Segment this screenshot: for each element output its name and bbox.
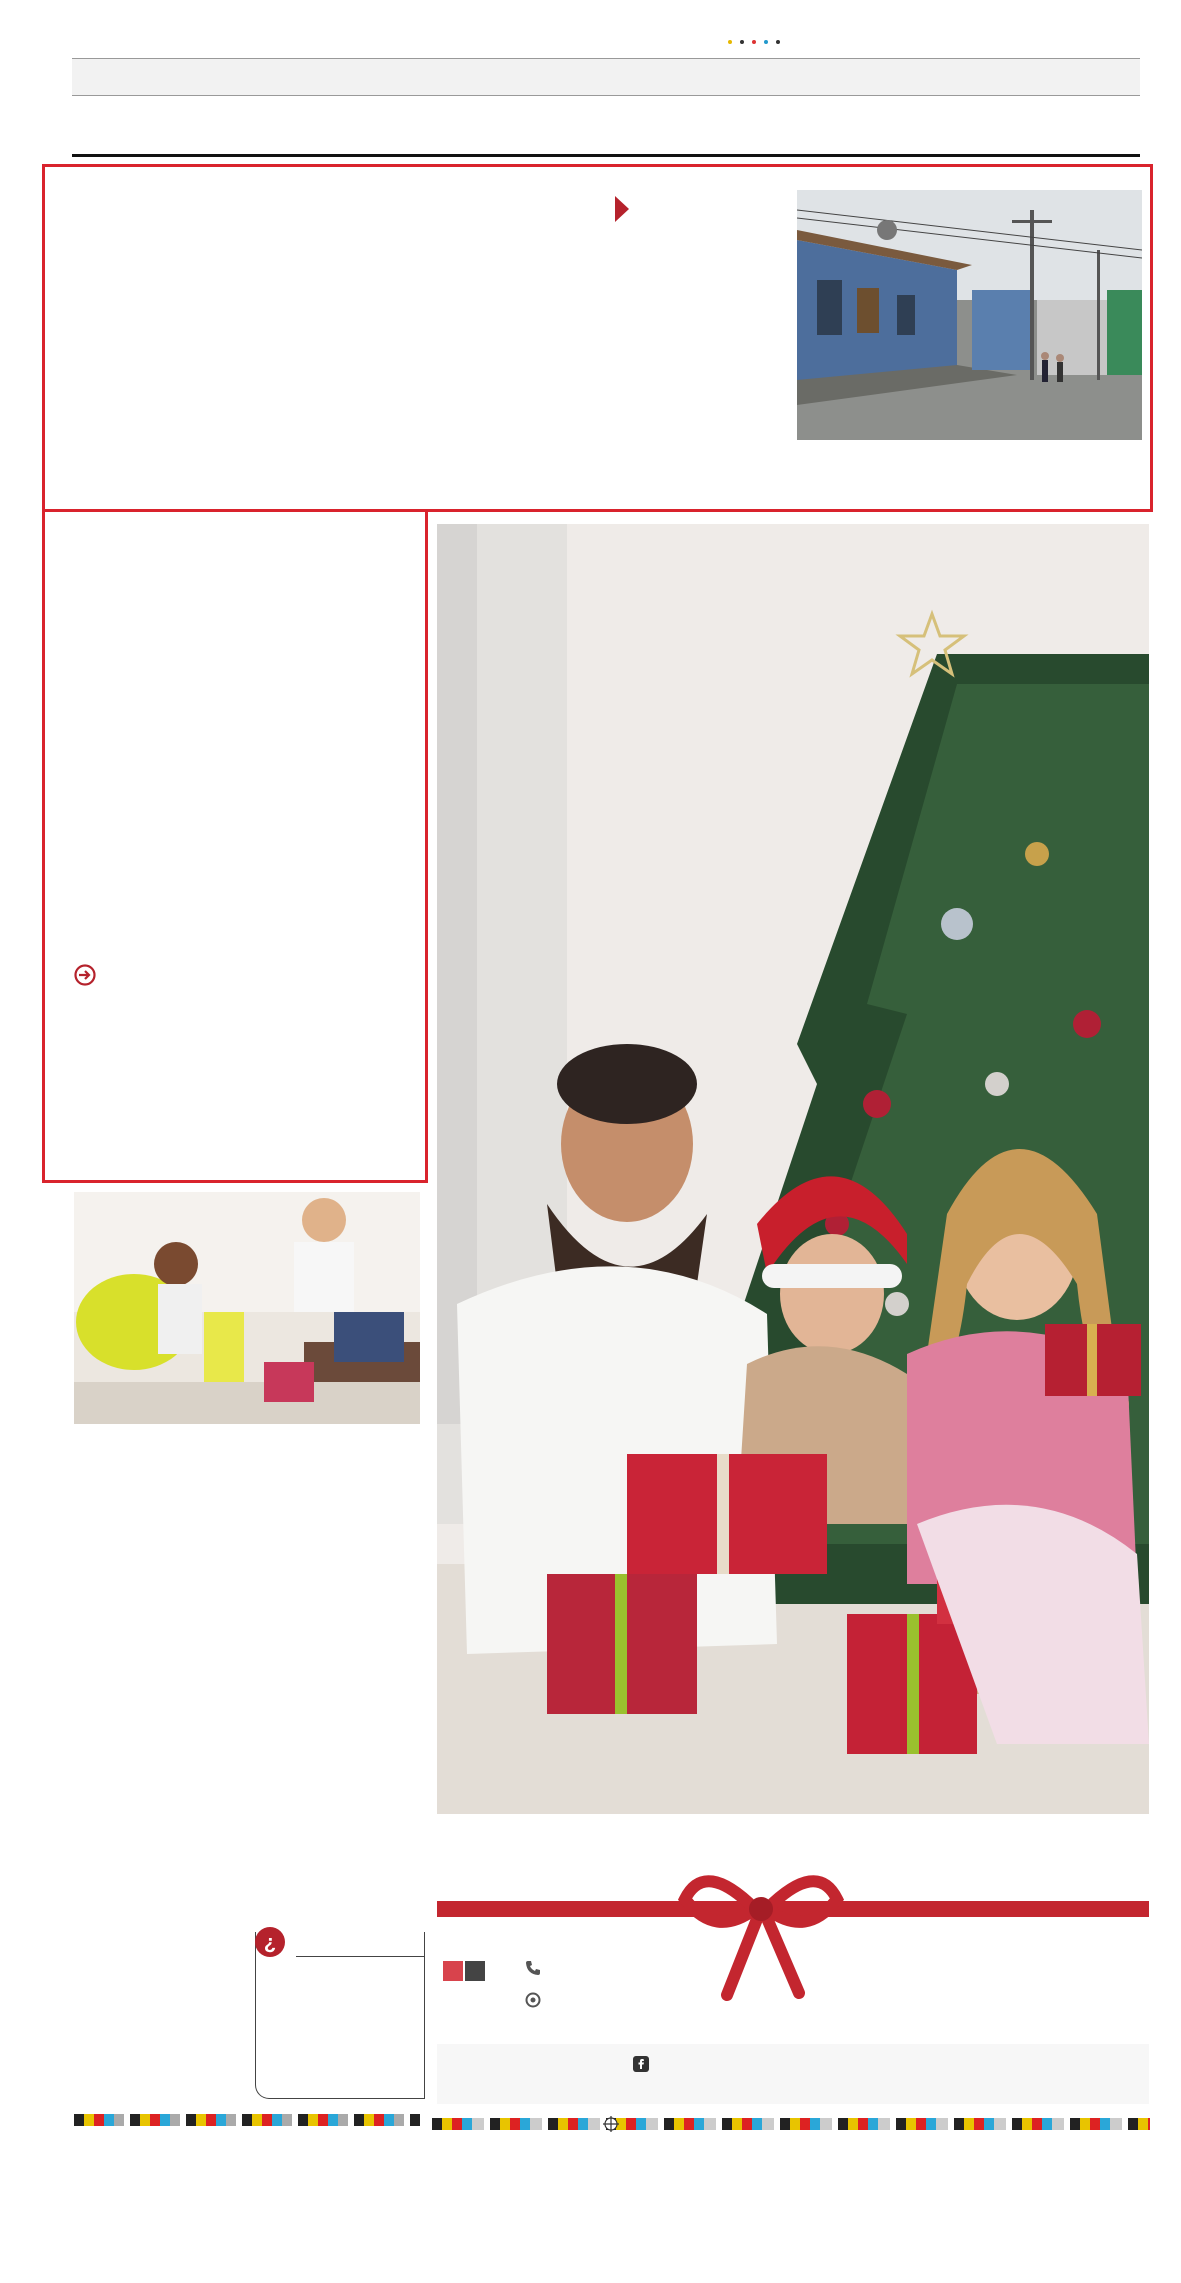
- ad-background-scene: [437, 524, 1149, 2104]
- children-photo: [74, 1192, 420, 1424]
- section-rule: [72, 154, 1140, 157]
- sabia-rule: [296, 1956, 424, 1957]
- sabia-que-box: [255, 1932, 425, 2099]
- phone-icon: [525, 1960, 541, 1976]
- svg-text:¿: ¿: [263, 1932, 277, 1954]
- header-bar: [72, 58, 1140, 96]
- christmas-ad: [437, 524, 1149, 2104]
- crosshair-icon: [603, 2116, 619, 2132]
- registration-marks-top: [728, 40, 788, 46]
- facebook-icon: [633, 2056, 649, 2072]
- color-strip-right: [432, 2118, 1150, 2130]
- red-square: [443, 1961, 463, 1981]
- dark-square: [465, 1961, 485, 1981]
- location-pin-icon: [525, 1992, 541, 2010]
- highlight-box-left: [42, 509, 428, 1183]
- question-circle-icon: [254, 1926, 286, 1958]
- highlight-box-top: [42, 164, 1153, 512]
- ad-color-squares: [443, 1961, 483, 1981]
- color-strip-left: [74, 2114, 420, 2126]
